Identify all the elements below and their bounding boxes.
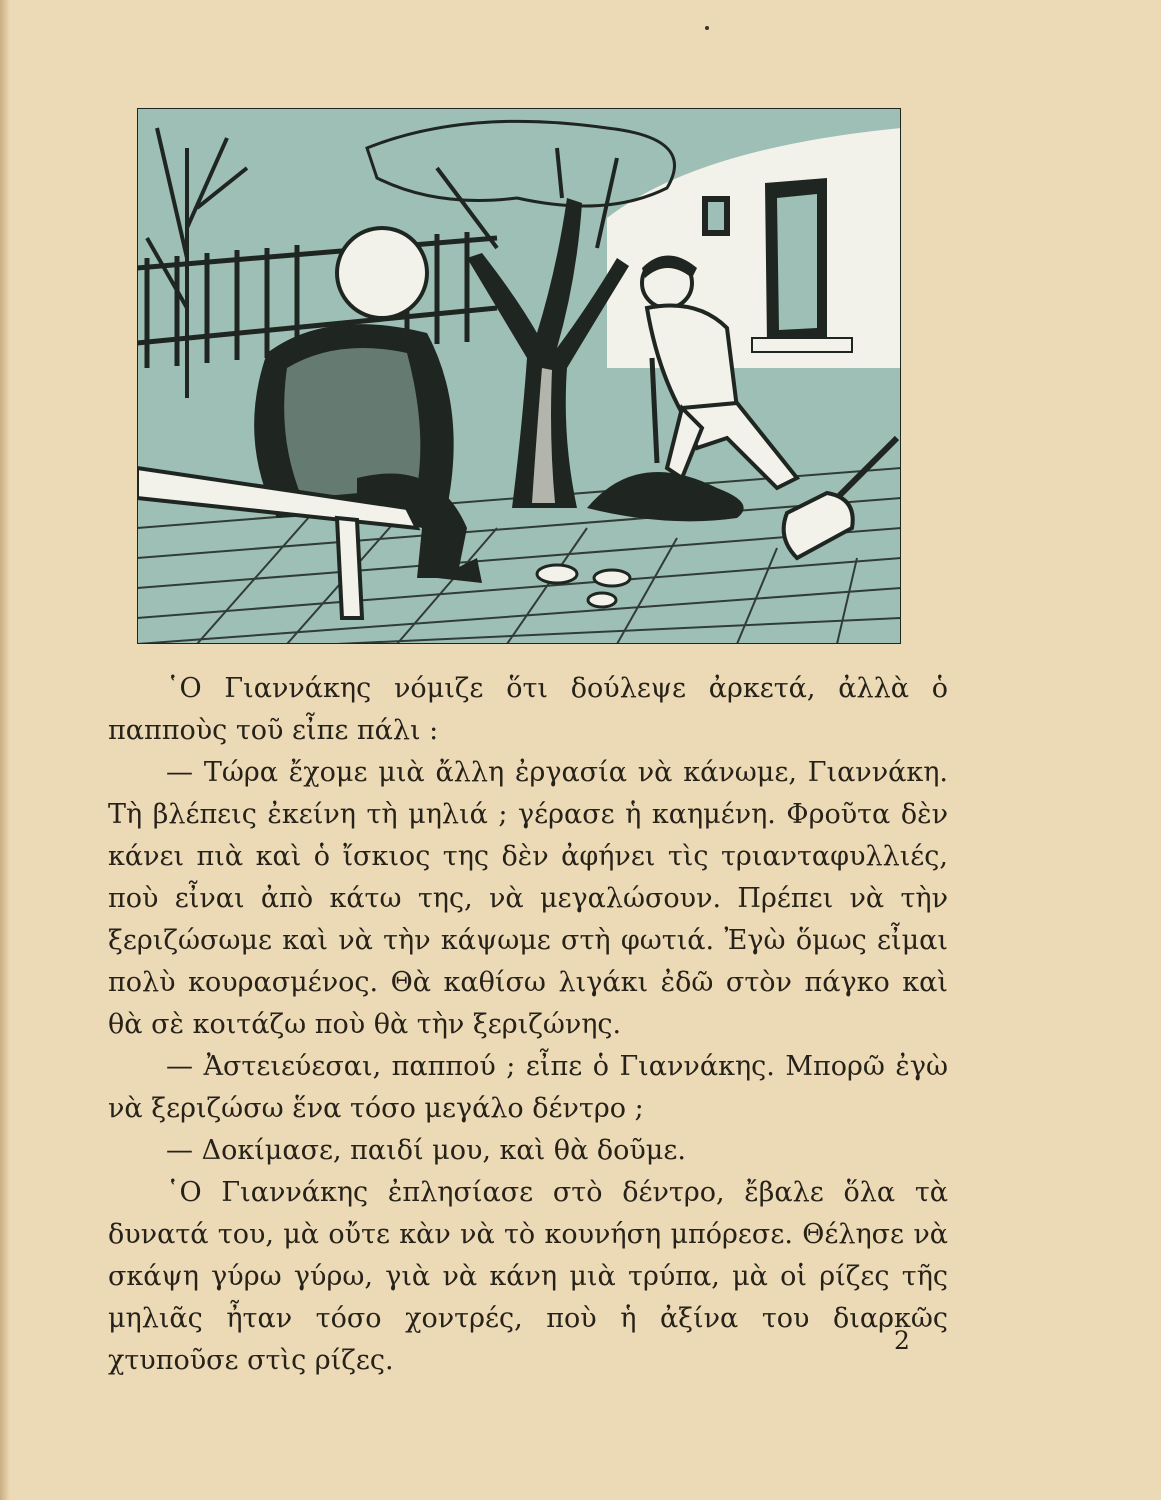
paragraph: — Δοκίμασε, παιδί μου, καὶ θὰ δοῦμε.: [166, 1135, 686, 1166]
illustration-grandfather-and-boy: [137, 108, 901, 644]
paragraph: ῾Ο Γιαννάκης νόμιζε ὅτι δούλεψε ἀρκετά, ἀλλὰ ὁ παπποὺς τοῦ εἶπε πάλι :: [108, 673, 948, 746]
story-text: [108, 668, 948, 1382]
ink-speck: [705, 26, 709, 30]
paragraph: — Ἀστειεύεσαι, παππού ; εἶπε ὁ Γιαννάκης. Μπορῶ ἐγὼ νὰ ξεριζώσω ἕνα τόσο μεγάλο δέντρο ;: [108, 1051, 948, 1124]
paragraph: — Τώρα ἔχομε μιὰ ἄλλη ἐργασία νὰ κάνωμε, Γιαννάκη. Τὴ βλέπεις ἐκείνη τὴ μηλιά ; γέρασε ἡ καημένη. Φροῦτα δὲν κάνει πιὰ καὶ ὁ ἴσκιος της δὲν ἀφήνει τὶς τριανταφυλλιές, ποὺ εἶναι ἀπὸ κάτω της, νὰ μεγαλώσουν. Πρέπει νὰ τὴν ξεριζώσωμε καὶ νὰ τὴν κάψωμε στὴ φωτιά. Ἐγὼ ὅμως εἶμαι πολὺ κουρασμένος. Θὰ καθίσω λιγάκι ἐδῶ στὸν πάγκο καὶ θὰ σὲ κοιτάζω ποὺ θὰ τὴν ξεριζώνης.: [108, 757, 948, 1040]
page-edge: [0, 0, 10, 1500]
paragraph: ῾Ο Γιαννάκης ἐπλησίασε στὸ δέντρο, ἔβαλε ὅλα τὰ δυνατά του, μὰ οὔτε κὰν νὰ τὸ κουνήση μπόρεσε. Θέλησε νὰ σκάψη γύρω γύρω, γιὰ νὰ κάνη μιὰ τρύπα, μὰ οἱ ρίζες τῆς μηλιᾶς ἦταν τόσο χοντρές, ποὺ ἡ ἀξίνα του διαρκῶς χτυποῦσε στὶς ρίζες.: [108, 1177, 948, 1376]
page-number: 2: [894, 1326, 910, 1355]
